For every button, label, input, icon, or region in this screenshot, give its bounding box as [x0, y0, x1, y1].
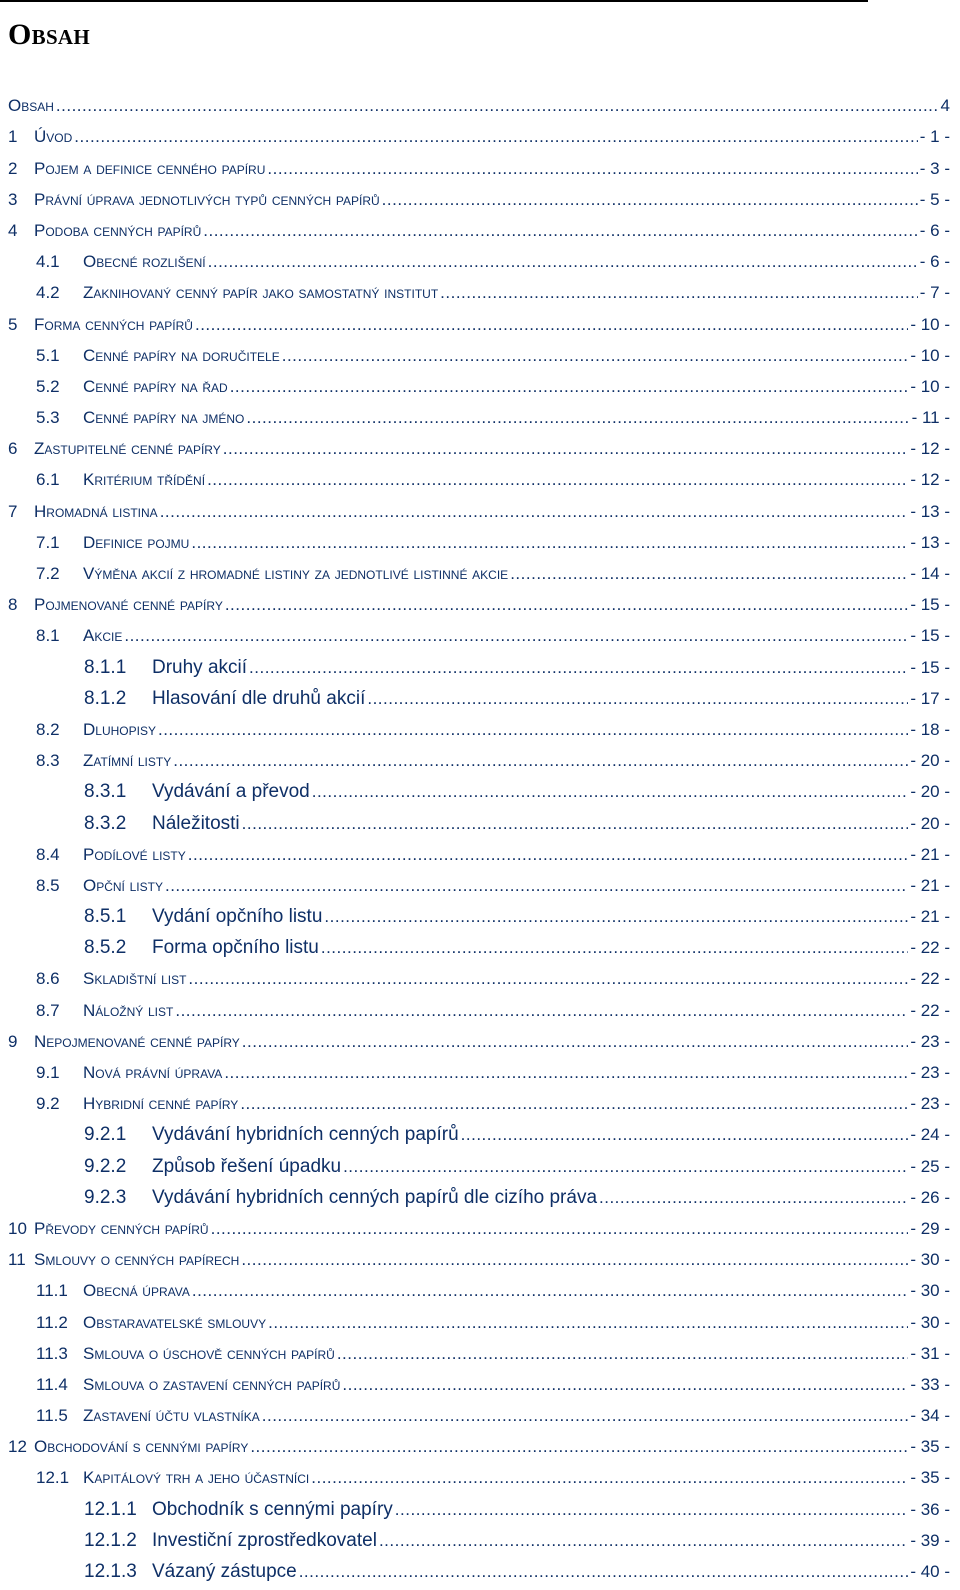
toc-entry-title: Výměna akcií z hromadné listiny za jednotlivé listinné akcie: [83, 564, 509, 583]
toc-entry-number: 4.1: [36, 252, 60, 272]
dot-leader: [440, 283, 918, 303]
toc-entry-title: Vydávání a převod: [152, 781, 310, 803]
toc-entry[interactable]: [8, 1242, 950, 1273]
dot-leader: [188, 845, 909, 865]
toc-entry-title: Cenné papíry na jméno: [83, 408, 245, 428]
toc-entry-number: 9.1: [36, 1063, 60, 1082]
toc-entry-page: - 31 -: [910, 1343, 950, 1363]
toc-entry-title: Podoba cenných papírů: [34, 220, 202, 240]
dot-leader: [240, 1094, 908, 1114]
toc-entry-page: - 17 -: [910, 688, 950, 708]
dot-leader: [282, 346, 909, 366]
toc-entry-number: 12: [8, 1437, 27, 1457]
toc-entry-title: Vydání opčního listu: [152, 906, 323, 928]
toc-entry-number: 12.1.1: [84, 1498, 137, 1520]
toc-entry-number: 8: [8, 595, 18, 615]
dot-leader: [321, 938, 908, 958]
toc-entry-page: - 35 -: [910, 1437, 950, 1457]
dot-leader: [224, 1063, 908, 1083]
toc-entry-page: - 14 -: [910, 564, 950, 583]
toc-entry-title: Nová právní úprava: [83, 1063, 223, 1082]
toc-entry-page: - 39 -: [910, 1530, 950, 1550]
toc-entry-page: - 15 -: [910, 657, 950, 677]
dot-leader: [461, 1125, 909, 1145]
table-of-contents: [8, 88, 950, 1585]
dot-leader: [175, 1001, 908, 1021]
toc-entry-title: Zaknihovaný cenný papír jako samostatný institut: [83, 283, 439, 303]
toc-entry[interactable]: [8, 868, 950, 899]
toc-entry-number: 8.7: [36, 1000, 60, 1020]
dot-leader: [324, 907, 908, 927]
toc-entry-title: Hromadná listina: [34, 501, 158, 521]
toc-entry-title: Definice pojmu: [83, 532, 190, 552]
dot-leader: [191, 533, 908, 553]
toc-entry[interactable]: [8, 338, 950, 369]
toc-entry-page: - 5 -: [919, 189, 950, 209]
toc-entry-number: 5.3: [36, 408, 60, 428]
toc-entry-number: 3: [8, 189, 18, 209]
toc-entry-title: Vydávání hybridních cenných papírů: [152, 1124, 459, 1146]
toc-entry-title: Dluhopisy: [83, 719, 156, 739]
toc-entry-number: 8.5.2: [84, 937, 127, 959]
toc-entry-number: 12.1: [36, 1468, 70, 1488]
toc-entry-page: - 7 -: [919, 283, 950, 303]
toc-entry[interactable]: [8, 805, 950, 836]
toc-entry[interactable]: [8, 649, 950, 680]
toc-entry-page: - 15 -: [910, 595, 950, 615]
dot-leader: [312, 782, 909, 802]
dot-leader: [246, 408, 909, 428]
toc-entry-page: - 24 -: [910, 1125, 950, 1145]
dot-leader: [599, 1188, 908, 1208]
toc-entry-page: - 33 -: [910, 1374, 950, 1394]
toc-entry-number: 5.1: [36, 345, 60, 365]
toc-entry-title: Smlouva o úschově cenných papírů: [83, 1343, 335, 1363]
dot-leader: [299, 1562, 909, 1582]
toc-entry-number: 7.1: [36, 532, 60, 552]
dot-leader: [268, 1313, 908, 1333]
dot-leader: [208, 252, 918, 272]
toc-entry-page: - 22 -: [910, 938, 950, 958]
toc-entry[interactable]: [8, 1460, 950, 1491]
toc-entry-page: - 6 -: [919, 252, 950, 272]
toc-entry-number: 9: [8, 1031, 18, 1051]
toc-entry-number: 6.1: [36, 470, 60, 490]
toc-entry-page: - 25 -: [910, 1156, 950, 1176]
toc-entry-page: - 12 -: [910, 439, 950, 459]
dot-leader: [343, 1157, 908, 1177]
toc-entry[interactable]: [8, 213, 950, 244]
dot-leader: [223, 439, 909, 459]
toc-entry-page: - 11 -: [911, 408, 950, 428]
toc-entry-title: Cenné papíry na řad: [83, 376, 228, 396]
toc-entry-title: Způsob řešení úpadku: [152, 1155, 342, 1177]
toc-entry-page: - 29 -: [910, 1218, 950, 1238]
toc-entry-title: Kapitálový trh a jeho účastníci: [83, 1468, 310, 1488]
toc-entry-number: 8.4: [36, 844, 60, 864]
dot-leader: [211, 1219, 909, 1239]
toc-entry[interactable]: [8, 618, 950, 649]
toc-entry-number: 8.5.1: [84, 906, 127, 928]
toc-entry-title: Forma cenných papírů: [34, 314, 193, 334]
toc-entry-number: 4: [8, 220, 18, 240]
toc-entry-number: 8.1: [36, 626, 60, 646]
toc-entry-title: Obstaravatelské smlouvy: [83, 1312, 267, 1332]
toc-entry-number: 8.1.2: [84, 687, 127, 709]
toc-entry[interactable]: [8, 681, 950, 712]
toc-entry-number: 8.3: [36, 751, 60, 771]
toc-entry-number: 12.1.2: [84, 1529, 137, 1551]
dot-leader: [262, 1406, 909, 1426]
toc-entry-number: 8.5: [36, 875, 60, 895]
dot-leader: [379, 1531, 908, 1551]
dot-leader: [158, 720, 908, 740]
toc-entry-number: 7: [8, 501, 18, 521]
toc-entry[interactable]: [8, 1055, 950, 1086]
toc-entry-page: - 18 -: [910, 719, 950, 739]
toc-entry-title: Vydávání hybridních cenných papírů dle cizího práva: [152, 1186, 598, 1208]
toc-entry[interactable]: [8, 88, 950, 119]
toc-entry-number: 8.2: [36, 719, 60, 739]
toc-entry-number: 11: [8, 1250, 26, 1270]
toc-entry-title: Úvod: [34, 127, 73, 147]
toc-entry-title: Podílové listy: [83, 844, 186, 864]
toc-entry-title: Právní úprava jednotlivých typů cenných papírů: [34, 189, 380, 209]
toc-entry-number: 4.2: [36, 283, 60, 303]
dot-leader: [192, 1281, 908, 1301]
toc-entry[interactable]: [8, 1336, 950, 1367]
toc-entry[interactable]: [8, 1523, 950, 1554]
toc-entry[interactable]: [8, 275, 950, 306]
toc-entry[interactable]: [8, 961, 950, 992]
toc-entry-number: 8.6: [36, 969, 60, 989]
toc-entry[interactable]: [8, 150, 950, 181]
dot-leader: [242, 1032, 909, 1052]
toc-entry-title: Nepojmenované cenné papíry: [34, 1031, 240, 1051]
toc-entry[interactable]: [8, 1024, 950, 1055]
dot-leader: [337, 1344, 908, 1364]
toc-entry-title: Smlouva o zastavení cenných papírů: [83, 1374, 341, 1394]
toc-entry-title: Náležitosti: [152, 812, 240, 834]
toc-entry-title: Hybridní cenné papíry: [83, 1094, 239, 1114]
toc-entry[interactable]: [8, 462, 950, 493]
toc-entry-number: 11.1: [36, 1281, 68, 1301]
toc-entry[interactable]: [8, 306, 950, 337]
toc-entry[interactable]: [8, 1491, 950, 1522]
toc-entry-title: Pojem a definice cenného papíru: [34, 158, 266, 178]
toc-entry-page: - 12 -: [910, 470, 950, 490]
toc-entry-number: 1: [8, 127, 18, 147]
dot-leader: [195, 315, 908, 335]
toc-entry-page: - 30 -: [910, 1250, 950, 1270]
toc-entry[interactable]: [8, 1148, 950, 1179]
dot-leader: [230, 377, 909, 397]
toc-entry-title: Akcie: [83, 626, 123, 646]
toc-entry[interactable]: [8, 1273, 950, 1304]
toc-entry[interactable]: [8, 743, 950, 774]
toc-entry[interactable]: [8, 1304, 950, 1335]
toc-entry-number: 11.2: [36, 1312, 68, 1332]
toc-entry[interactable]: [8, 1117, 950, 1148]
dot-leader: [367, 689, 908, 709]
toc-entry-number: 9.2.3: [84, 1186, 127, 1208]
toc-entry[interactable]: [8, 1180, 950, 1211]
toc-entry-title: Skladištní list: [83, 969, 187, 989]
toc-entry-title: Opční listy: [83, 875, 163, 895]
toc-entry-title: Forma opčního listu: [152, 937, 319, 959]
toc-entry[interactable]: [8, 1367, 950, 1398]
toc-entry-page: - 22 -: [910, 969, 950, 989]
toc-entry-title: Obchodník s cennými papíry: [152, 1498, 393, 1520]
toc-entry-title: Smlouvy o cenných papírech: [34, 1250, 240, 1270]
toc-entry-page: - 23 -: [910, 1031, 950, 1051]
toc-entry[interactable]: [8, 899, 950, 930]
toc-entry-title: Obecné rozlišení: [83, 252, 206, 272]
toc-entry-number: 8.1.1: [84, 656, 127, 678]
toc-entry-page: - 23 -: [910, 1063, 950, 1082]
toc-entry-page: - 20 -: [910, 813, 950, 833]
toc-entry-page: - 20 -: [910, 782, 950, 802]
toc-entry[interactable]: [8, 369, 950, 400]
toc-entry-title: Obecná úprava: [83, 1281, 190, 1301]
toc-entry-page: - 26 -: [910, 1187, 950, 1207]
toc-entry-number: 5.2: [36, 376, 60, 396]
toc-entry[interactable]: [8, 1429, 950, 1460]
toc-entry-page: - 6 -: [919, 220, 950, 240]
toc-entry[interactable]: [8, 400, 950, 431]
toc-entry-number: 6: [8, 439, 18, 459]
toc-entry-page: - 3 -: [919, 158, 950, 178]
toc-entry-number: 10: [8, 1218, 27, 1238]
toc-entry-page: - 21 -: [910, 844, 950, 864]
toc-entry-number: 7.2: [36, 564, 60, 583]
dot-leader: [395, 1500, 909, 1520]
toc-entry[interactable]: [8, 556, 950, 587]
dot-leader: [188, 969, 908, 989]
toc-entry-page: - 22 -: [910, 1000, 950, 1020]
toc-entry[interactable]: [8, 182, 950, 213]
toc-entry-page: - 13 -: [910, 532, 950, 552]
dot-leader: [249, 658, 908, 678]
toc-entry[interactable]: [8, 1086, 950, 1117]
top-rule: [0, 0, 868, 2]
dot-leader: [311, 1468, 908, 1488]
toc-entry-title: Pojmenované cenné papíry: [34, 595, 223, 615]
dot-leader: [250, 1437, 908, 1457]
dot-leader: [74, 127, 917, 147]
toc-entry[interactable]: [8, 774, 950, 805]
toc-entry-page: - 30 -: [910, 1281, 950, 1301]
toc-entry[interactable]: [8, 525, 950, 556]
toc-entry-page: - 15 -: [910, 626, 950, 646]
toc-entry[interactable]: [8, 493, 950, 524]
toc-entry-number: 9.2.1: [84, 1124, 127, 1146]
toc-entry-page: - 30 -: [910, 1312, 950, 1332]
toc-entry-title: Obsah: [8, 96, 54, 116]
toc-entry-number: 8.3.1: [84, 781, 127, 803]
toc-entry-page: - 10 -: [910, 345, 950, 365]
toc-entry-page: - 13 -: [910, 501, 950, 521]
toc-entry-page: - 36 -: [910, 1499, 950, 1519]
toc-entry[interactable]: [8, 587, 950, 618]
toc-entry[interactable]: [8, 992, 950, 1023]
toc-entry[interactable]: [8, 119, 950, 150]
dot-leader: [207, 470, 908, 490]
dot-leader: [160, 502, 909, 522]
toc-entry-title: Cenné papíry na doručitele: [83, 345, 280, 365]
toc-entry-title: Zatímní listy: [83, 751, 172, 771]
toc-entry-title: Převody cenných papírů: [34, 1218, 209, 1238]
page-title: Obsah: [8, 18, 91, 51]
toc-entry-page: 4: [940, 96, 950, 116]
toc-entry[interactable]: [8, 1398, 950, 1429]
toc-entry-page: - 21 -: [910, 907, 950, 927]
dot-leader: [56, 96, 939, 116]
dot-leader: [225, 595, 908, 615]
dot-leader: [382, 190, 918, 210]
dot-leader: [124, 626, 908, 646]
dot-leader: [165, 876, 908, 896]
toc-entry-page: - 40 -: [910, 1562, 950, 1581]
toc-entry-title: Vázaný zástupce: [152, 1561, 297, 1582]
toc-entry-title: Hlasování dle druhů akcií: [152, 687, 366, 709]
toc-entry[interactable]: [8, 1554, 950, 1585]
toc-entry-number: 11.3: [36, 1343, 68, 1363]
toc-entry[interactable]: [8, 1211, 950, 1242]
dot-leader: [242, 814, 909, 834]
toc-entry-title: Investiční zprostředkovatel: [152, 1529, 377, 1551]
toc-entry[interactable]: [8, 431, 950, 462]
dot-leader: [510, 564, 908, 584]
toc-entry-title: Obchodování s cennými papíry: [34, 1437, 249, 1457]
toc-entry[interactable]: [8, 712, 950, 743]
toc-entry-number: 12.1.3: [84, 1561, 137, 1582]
toc-entry-number: 2: [8, 158, 18, 178]
toc-entry[interactable]: [8, 930, 950, 961]
toc-entry-page: - 34 -: [910, 1406, 950, 1426]
toc-entry-page: - 35 -: [910, 1468, 950, 1488]
toc-entry-title: Kritérium třídění: [83, 470, 206, 490]
toc-entry[interactable]: [8, 837, 950, 868]
toc-entry-number: 11.5: [36, 1406, 68, 1426]
toc-entry-page: - 20 -: [910, 751, 950, 771]
toc-entry-number: 5: [8, 314, 18, 334]
toc-entry-page: - 10 -: [910, 314, 950, 334]
toc-entry-title: Zastupitelné cenné papíry: [34, 439, 221, 459]
toc-entry-page: - 1 -: [919, 127, 950, 147]
toc-entry-number: 9.2.2: [84, 1155, 127, 1177]
toc-entry[interactable]: [8, 244, 950, 275]
dot-leader: [241, 1250, 908, 1270]
toc-entry-number: 8.3.2: [84, 812, 127, 834]
toc-entry-title: Zastavení účtu vlastníka: [83, 1406, 260, 1426]
toc-entry-page: - 10 -: [910, 376, 950, 396]
toc-entry-number: 9.2: [36, 1094, 60, 1114]
dot-leader: [173, 751, 908, 771]
dot-leader: [342, 1375, 908, 1395]
toc-entry-number: 11.4: [36, 1374, 68, 1394]
toc-entry-title: Náložný list: [83, 1000, 174, 1020]
toc-entry-page: - 23 -: [910, 1094, 950, 1114]
dot-leader: [203, 221, 918, 241]
toc-entry-title: Druhy akcií: [152, 656, 248, 678]
toc-entry-page: - 21 -: [910, 875, 950, 895]
dot-leader: [267, 159, 917, 179]
